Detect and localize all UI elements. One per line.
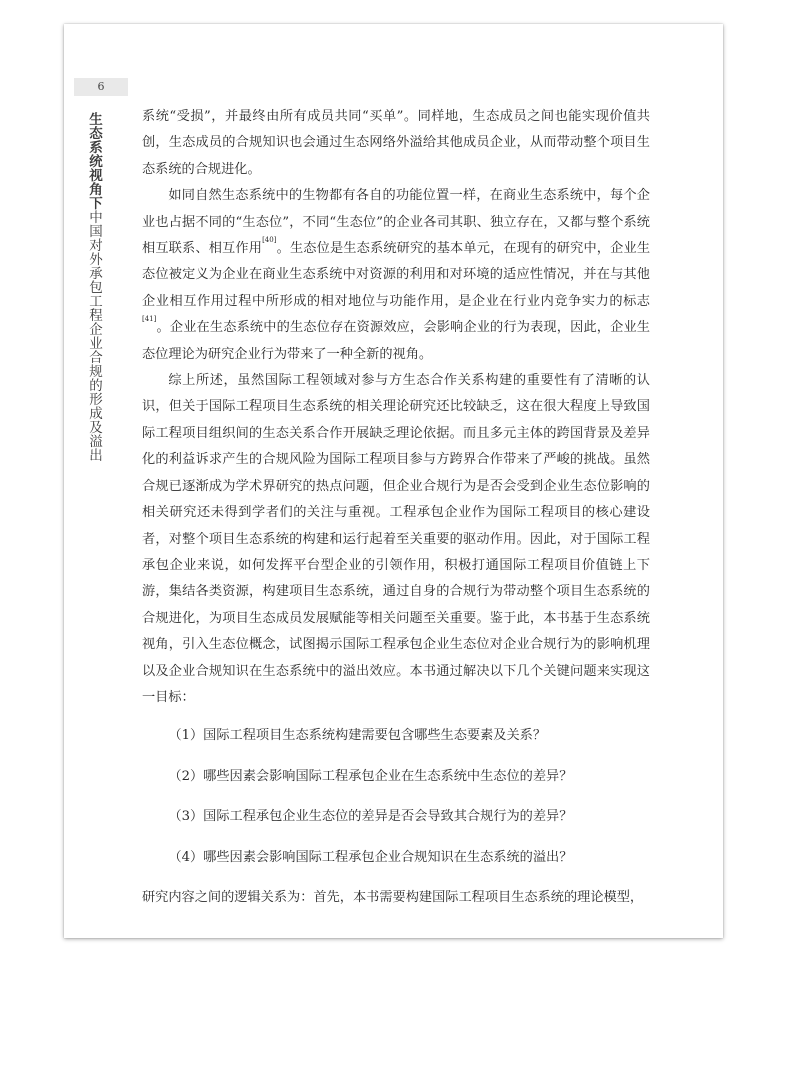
- research-question-1: （1）国际工程项目生态系统构建需要包含哪些生态要素及关系？: [168, 728, 547, 744]
- book-page: [64, 24, 723, 938]
- citation-40: [40]: [262, 236, 277, 245]
- research-questions: [142, 723, 650, 871]
- paragraph-2-part-a: 如同自然生态系统中的生物都有各自的功能位置一样，在商业生态系统中，每个企业也占据不同的“生态位”，不同“生态位”的企业各司其职、独立存在，又都与整个系统相互联系、相互作用: [142, 188, 650, 257]
- paragraph-2-part-c: 。企业在生态系统中的生态位存在资源效应，会影响企业的行为表现，因此，企业生态位理论为研究企业行为带来了一种全新的视角。: [142, 320, 650, 362]
- paragraph-3: 综上所述，虽然国际工程领域对参与方生态合作关系构建的重要性有了清晰的认识，但关于国际工程项目生态系统的相关理论研究还比较缺乏，这在很大程度上导致国际工程项目组织间的生态关系合作开展缺乏理论依据。而且多元主体的跨国背景及差异化的利益诉求产生的合规风险为国际工程项目参与方跨界合作带来了严峻的挑战。虽然合规已逐渐成为学术界研究的热点问题，但企业合规行为是否会受到企业生态位影响的相关研究还未得到学者们的关注与重视。工程承包企业作为国际工程项目的核心建设者，对整个项目生态系统的构建和运行起着至关重要的驱动作用。因此，对于国际工程承包企业来说，如何发挥平台型企业的引领作用，积极打通国际工程项目价值链上下游，集结各类资源，构建项目生态系统，通过自身的合规行为带动整个项目生态系统的合规进化，为项目生态成员发展赋能等相关问题至关重要。鉴于此，本书基于生态系统视角，引入生态位概念，试图揭示国际工程承包企业生态位对企业合规行为的影响机理以及企业合规知识在生态系统中的溢出效应。本书通过解决以下几个关键问题来实现这一目标：: [142, 373, 650, 705]
- closing-paragraph: 研究内容之间的逻辑关系为：首先，本书需要构建国际工程项目生态系统的理论模型，: [142, 889, 644, 905]
- paragraph-1: 系统“受损”，并最终由所有成员共同“买单”。同样地，生态成员之间也能实现价值共创，生态成员的合规知识也会通过生态网络外溢给其他成员企业，从而带动整个项目生态系统的合规进化。: [142, 109, 650, 177]
- body-text: [142, 104, 650, 911]
- paragraph-2: [142, 183, 650, 368]
- running-head-bold: 生态系统视角下: [86, 112, 102, 210]
- paragraph-2-part-b: 。生态位是生态系统研究的基本单元，在现有的研究中，企业生态位被定义为企业在商业生态系统中对资源的利用和对环境的适应性情况，并在与其他企业相互作用过程中所形成的相对地位与功能作用，是企业在行业内竞争实力的标志: [142, 241, 651, 309]
- running-head: [86, 112, 102, 462]
- research-question-4: （4）哪些因素会影响国际工程承包企业合规知识在生态系统的溢出？: [168, 849, 573, 865]
- citation-41: [41]: [142, 315, 157, 324]
- page-number: 6: [74, 78, 128, 96]
- research-question-3: （3）国际工程承包企业生态位的差异是否会导致其合规行为的差异？: [168, 809, 573, 825]
- research-question-2: （2）哪些因素会影响国际工程承包企业在生态系统中生态位的差异？: [168, 768, 573, 784]
- running-head-rest: 中国对外承包工程企业合规的形成及溢出: [86, 210, 102, 462]
